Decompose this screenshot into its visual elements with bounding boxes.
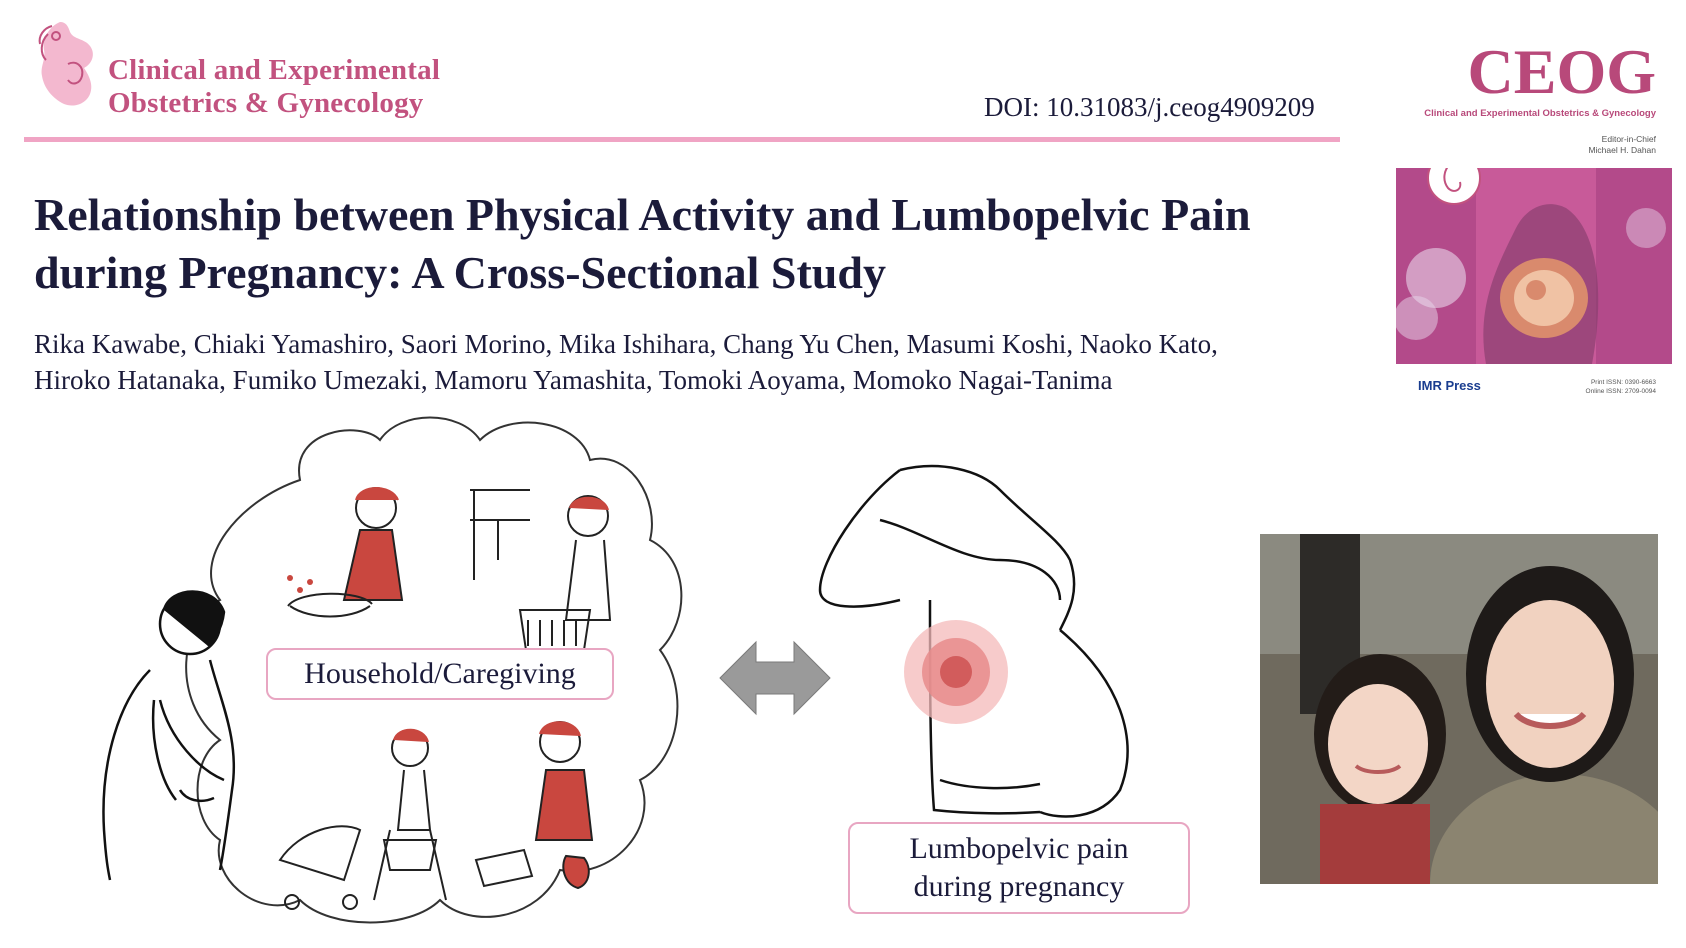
cover-eic-label: Editor-in-Chief (1601, 134, 1656, 144)
activity-label: Household/Caregiving (266, 648, 614, 700)
author-list-line2: Hiroko Hatanaka, Fumiko Umezaki, Mamoru Yamashita, Tomoki Aoyama, Momoko Nagai-Tanima (34, 365, 1113, 395)
cover-issn-print: Print ISSN: 0390-6663 (1590, 379, 1656, 386)
article-title-line1: Relationship between Physical Activity and Lumbopelvic Pain (34, 189, 1251, 240)
cover-editor (1516, 134, 1656, 156)
article-title-line2: during Pregnancy: A Cross-Sectional Study (34, 247, 886, 298)
article-title (34, 186, 1364, 302)
cover-eic-name: Michael H. Dahan (1588, 145, 1656, 155)
cover-issn-online: Online ISSN: 2709-0094 (1585, 388, 1656, 395)
doi-text[interactable]: DOI: 10.31083/j.ceog4909209 (984, 92, 1315, 122)
double-arrow-icon (720, 642, 830, 714)
outcome-label-line1: Lumbopelvic pain (909, 832, 1129, 865)
journal-name (108, 54, 440, 120)
cover-subtitle: Clinical and Experimental Obstetrics & Gynecology (1424, 108, 1656, 119)
journal-cover[interactable] (1396, 34, 1672, 410)
cover-issn (1566, 378, 1656, 396)
header-divider (24, 137, 1340, 142)
outcome-label (848, 822, 1190, 914)
cover-brand: CEOG (1467, 36, 1656, 107)
cover-illustration (1396, 168, 1672, 364)
author-list-line1: Rika Kawabe, Chiaki Yamashiro, Saori Morino, Mika Ishihara, Chang Yu Chen, Masumi Koshi, Naoko Kato, (34, 329, 1218, 359)
cover-publisher: IMR Press (1418, 378, 1481, 393)
authors-photo (1260, 534, 1658, 884)
author-list (34, 326, 1364, 398)
journal-logo-icon (30, 14, 102, 114)
pain-indicator-inner (940, 656, 972, 688)
journal-name-line1: Clinical and Experimental (108, 54, 441, 86)
journal-name-line2: Obstetrics & Gynecology (108, 87, 424, 119)
outcome-label-line2: during pregnancy (913, 870, 1125, 903)
